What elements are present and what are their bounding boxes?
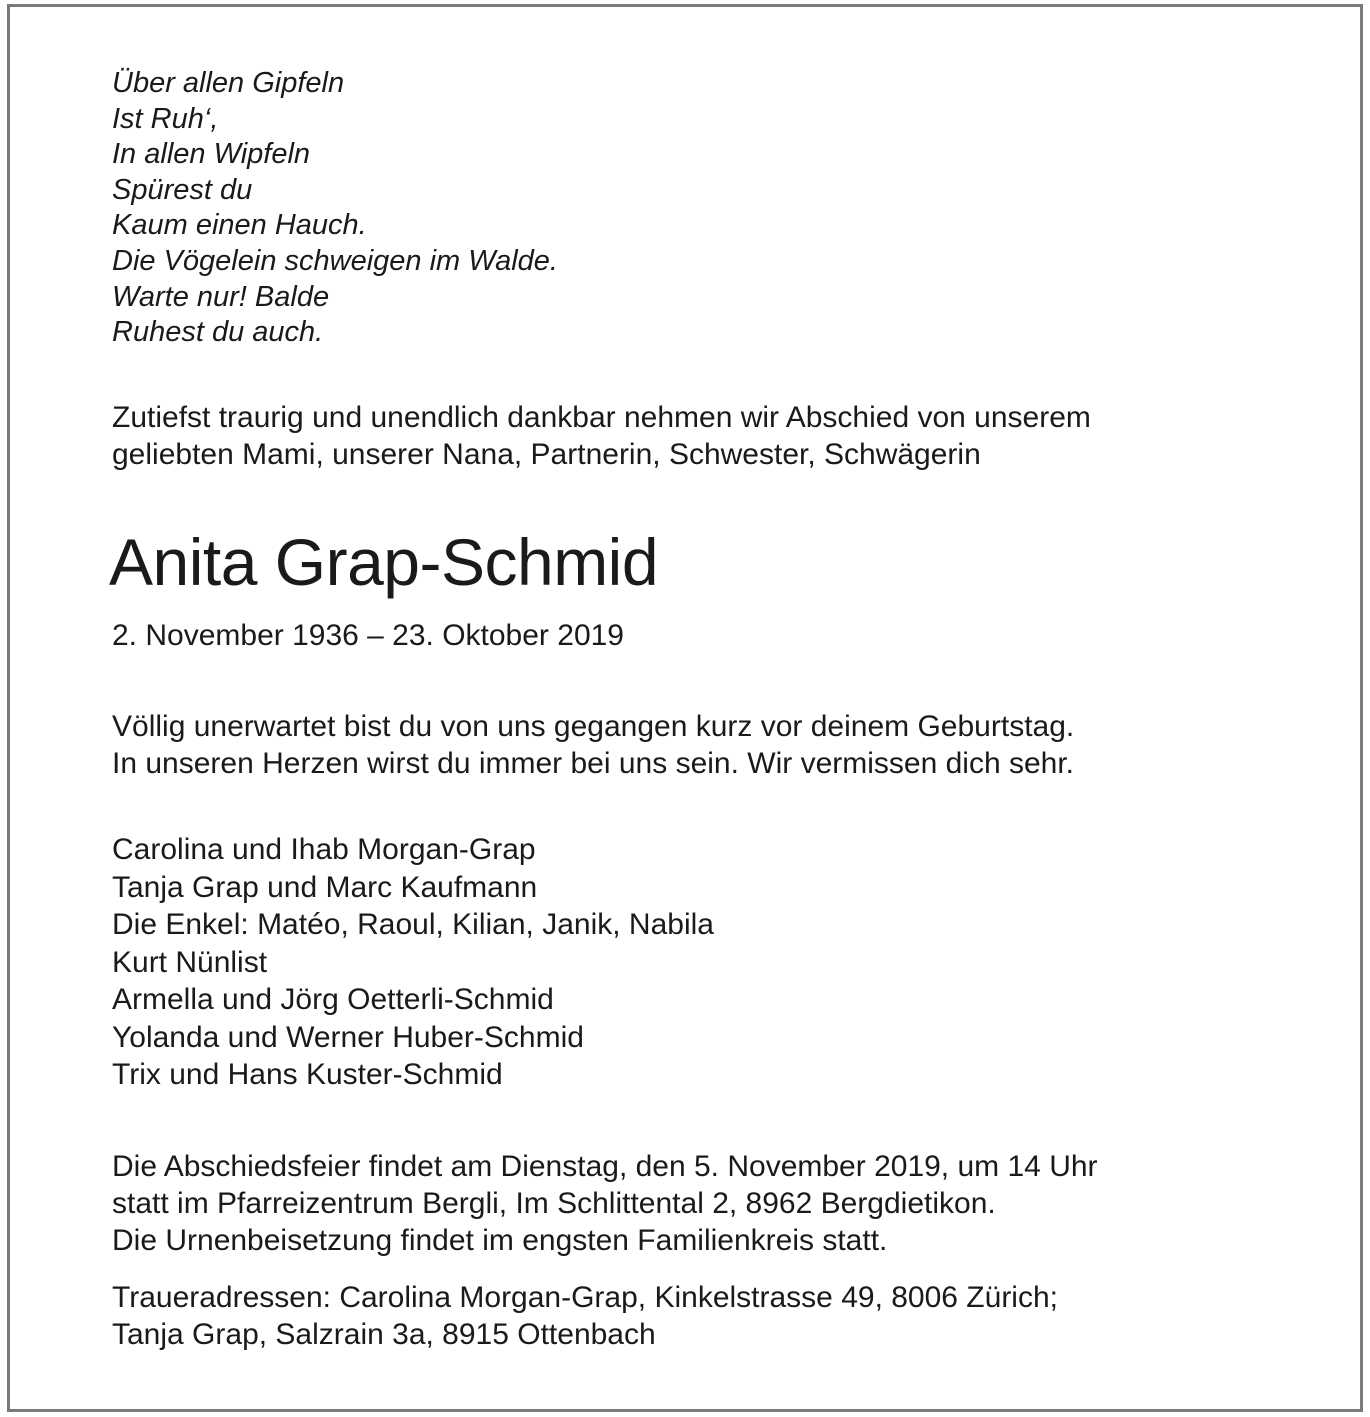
poem-line: Spürest du (112, 173, 253, 206)
mourner-item: Kurt Nünlist (112, 945, 268, 979)
intro-line: geliebten Mami, unserer Nana, Partnerin, Schwester, Schwägerin (112, 438, 981, 471)
ceremony-line: statt im Pfarreizentrum Bergli, Im Schlittental 2, 8962 Bergdietikon. (112, 1187, 996, 1220)
mourner-item: Carolina und Ihab Morgan-Grap (112, 833, 536, 866)
farewell-message (112, 708, 1074, 782)
ceremony-line: Die Urnenbeisetzung findet im engsten Familienkreis statt. (112, 1224, 888, 1257)
mourners-list (112, 831, 714, 1094)
mourner-item: Tanja Grap und Marc Kaufmann (112, 870, 538, 904)
poem-line: Kaum einen Hauch. (112, 209, 367, 242)
mourner-item: Trix und Hans Kuster-Schmid (112, 1058, 503, 1091)
mourner-item: Armella und Jörg Oetterli-Schmid (112, 983, 554, 1016)
ceremony-info (112, 1148, 1098, 1259)
ceremony-line: Die Abschiedsfeier findet am Dienstag, den 5. November 2019, um 14 Uhr (112, 1150, 1098, 1183)
mourner-item: Yolanda und Werner Huber-Schmid (112, 1020, 584, 1054)
intro-line: Zutiefst traurig und unendlich dankbar nehmen wir Abschied von unserem (112, 401, 1091, 434)
life-dates-text: 2. November 1936 – 23. Oktober 2019 (112, 619, 624, 652)
intro-text (112, 399, 1091, 473)
life-dates (112, 617, 624, 654)
address-line: Tanja Grap, Salzrain 3a, 8915 Ottenbach (112, 1318, 656, 1351)
poem (112, 66, 558, 351)
mourning-addresses (112, 1279, 1058, 1353)
message-line: In unseren Herzen wirst du immer bei uns sein. Wir vermissen dich sehr. (112, 747, 1075, 780)
address-line: Traueradressen: Carolina Morgan-Grap, Kinkelstrasse 49, 8006 Zürich; (112, 1281, 1058, 1314)
deceased-name: Anita Grap-Schmid (109, 525, 659, 599)
poem-line: Ruhest du auch. (112, 316, 324, 349)
poem-line: Die Vögelein schweigen im Walde. (112, 244, 558, 277)
mourner-item: Die Enkel: Matéo, Raoul, Kilian, Janik, Nabila (112, 908, 714, 941)
poem-line: Warte nur! Balde (112, 280, 330, 313)
poem-line: Ist Ruh‘, (112, 102, 219, 135)
poem-line: Über allen Gipfeln (112, 67, 345, 99)
message-line: Völlig unerwartet bist du von uns gegangen kurz vor deinem Geburtstag. (112, 710, 1075, 743)
poem-line: In allen Wipfeln (112, 138, 311, 171)
